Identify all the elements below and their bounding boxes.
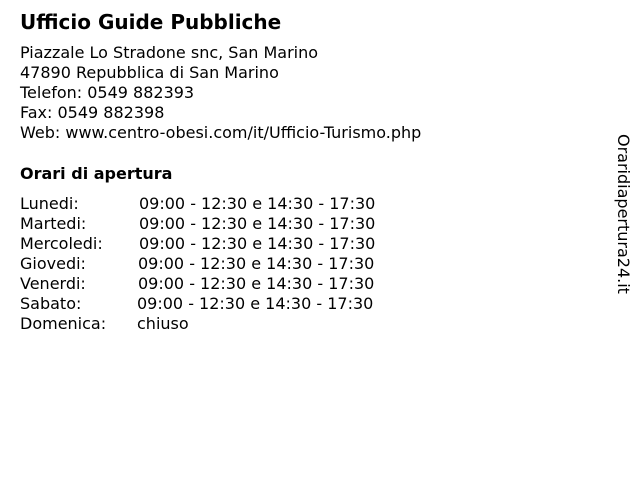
time-value: 09:00 - 12:30 e 14:30 - 17:30 bbox=[137, 294, 374, 313]
web-line: Web: www.centro-obesi.com/it/Ufficio-Turismo.php bbox=[20, 123, 422, 142]
time-value: 09:00 - 12:30 e 14:30 - 17:30 bbox=[138, 254, 375, 273]
day-label: Mercoledi: bbox=[20, 234, 103, 253]
time-value: 09:00 - 12:30 e 14:30 - 17:30 bbox=[139, 234, 376, 253]
fax-line: Fax: 0549 882398 bbox=[20, 103, 165, 122]
contact-info bbox=[20, 43, 421, 143]
day-label: Martedi: bbox=[20, 214, 87, 233]
time-value: chiuso bbox=[137, 314, 189, 333]
time-value: 09:00 - 12:30 e 14:30 - 17:30 bbox=[139, 194, 376, 213]
day-label: Giovedi: bbox=[20, 254, 86, 273]
site-watermark: Oraridiapertura24.it bbox=[614, 134, 633, 294]
day-label: Venerdi: bbox=[20, 274, 86, 293]
time-value: 09:00 - 12:30 e 14:30 - 17:30 bbox=[138, 274, 375, 293]
city-line: 47890 Repubblica di San Marino bbox=[20, 63, 279, 82]
day-label: Sabato: bbox=[20, 294, 82, 313]
watermark-container bbox=[612, 134, 634, 310]
phone-line: Telefon: 0549 882393 bbox=[20, 83, 195, 102]
day-label: Lunedi: bbox=[20, 194, 79, 213]
day-label: Domenica: bbox=[20, 314, 107, 333]
page-title: Ufficio Guide Pubbliche bbox=[20, 10, 282, 34]
time-value: 09:00 - 12:30 e 14:30 - 17:30 bbox=[139, 214, 376, 233]
address-line: Piazzale Lo Stradone snc, San Marino bbox=[20, 43, 319, 62]
opening-hours-heading: Orari di apertura bbox=[20, 164, 173, 183]
